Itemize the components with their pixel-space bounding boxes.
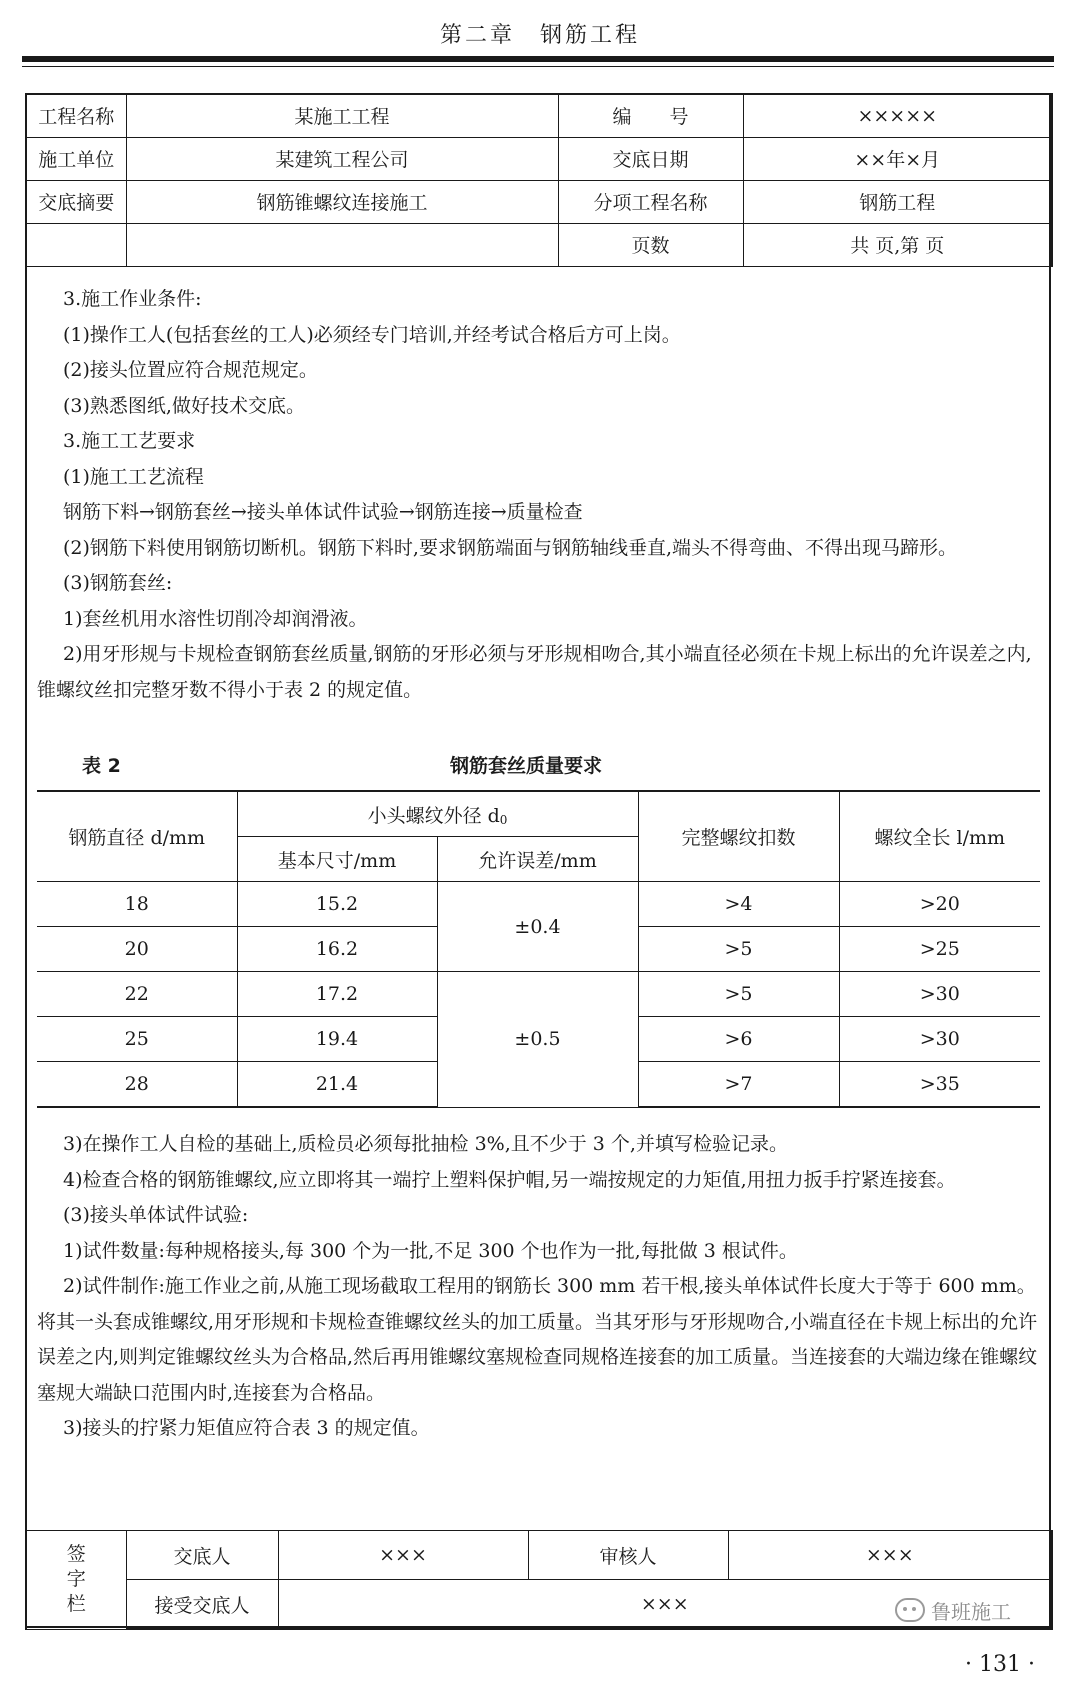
body-text-top — [37, 282, 1039, 708]
paragraph: 3.施工工艺要求 — [63, 430, 196, 452]
cell-thread-count: >4 — [638, 882, 839, 927]
header-rule-thin — [22, 66, 1054, 67]
number-value: ××××× — [743, 94, 1052, 137]
project-name-value: 某施工工程 — [126, 94, 558, 137]
header-diameter: 钢筋直径 d/mm — [37, 791, 237, 882]
paragraph: (3)钢筋套丝: — [63, 572, 173, 594]
cell-basic-size: 17.2 — [237, 972, 437, 1017]
cell-basic-size: 21.4 — [237, 1062, 437, 1108]
contractor-value: 某建筑工程公司 — [126, 137, 558, 180]
empty-cell — [26, 223, 126, 266]
paragraph: 1)试件数量:每种规格接头,每 300 个为一批,不足 300 个也作为一批,每批做 3 根试件。 — [63, 1239, 798, 1262]
cell-thread-length: >25 — [839, 927, 1040, 972]
cell-basic-size: 19.4 — [237, 1017, 437, 1062]
number-label: 编 号 — [558, 94, 743, 137]
paragraph: 3.施工作业条件: — [63, 288, 202, 310]
cell-thread-count: >5 — [638, 927, 839, 972]
table2 — [37, 790, 1040, 1108]
paragraph: 1)套丝机用水溶性切削冷却润滑液。 — [63, 607, 368, 630]
body-text-bottom — [37, 1127, 1039, 1447]
table-row — [37, 972, 1040, 1017]
cell-basic-size: 16.2 — [237, 927, 437, 972]
pages-value: 共 页,第 页 — [743, 223, 1052, 266]
info-table — [25, 93, 1053, 267]
cell-thread-length: >30 — [839, 972, 1040, 1017]
pages-label: 页数 — [558, 223, 743, 266]
header-small-end — [237, 791, 638, 837]
table2-title: 钢筋套丝质量要求 — [450, 755, 603, 777]
cell-diameter: 20 — [37, 927, 237, 972]
cell-thread-length: >35 — [839, 1062, 1040, 1108]
discloser-value: ××× — [278, 1531, 528, 1580]
paragraph: (3)熟悉图纸,做好技术交底。 — [63, 394, 305, 417]
paragraph: 4)检查合格的钢筋锥螺纹,应立即将其一端拧上塑料保护帽,另一端按规定的力矩值,用扭力扳手拧紧连接套。 — [63, 1168, 956, 1191]
summary-label: 交底摘要 — [26, 180, 126, 223]
paragraph: (2)钢筋下料使用钢筋切断机。钢筋下料时,要求钢筋端面与钢筋轴线垂直,端头不得弯曲、不得出现马蹄形。 — [63, 536, 957, 559]
chapter-header: 第二章 钢筋工程 — [439, 23, 640, 48]
info-row — [26, 223, 1052, 266]
header-small-end-sub: 0 — [499, 812, 508, 827]
empty-cell — [126, 223, 558, 266]
cell-tolerance: ±0.4 — [437, 882, 638, 972]
header-basic-size: 基本尺寸/mm — [237, 837, 437, 882]
paragraph: 2)用牙形规与卡规检查钢筋套丝质量,钢筋的牙形必须与牙形规相吻合,其小端直径必须在卡规上标出的允许误差之内,锥螺纹丝扣完整牙数不得小于表 2 的规定值。 — [37, 643, 1032, 701]
paragraph: (2)接头位置应符合规范规定。 — [63, 359, 318, 381]
contractor-label: 施工单位 — [26, 137, 126, 180]
header-rule-thick — [22, 56, 1054, 62]
cell-diameter: 28 — [37, 1062, 237, 1108]
watermark-text: 鲁班施工 — [931, 1599, 1011, 1624]
table-row — [37, 882, 1040, 927]
subproject-value: 钢筋工程 — [743, 180, 1052, 223]
signature-section-text: 签 字 栏 — [66, 1543, 86, 1616]
cell-tolerance: ±0.5 — [437, 972, 638, 1108]
reviewer-value: ××× — [728, 1531, 1052, 1580]
info-row — [26, 94, 1052, 137]
project-name-label: 工程名称 — [26, 94, 126, 137]
cell-thread-length: >20 — [839, 882, 1040, 927]
date-value: ××年×月 — [743, 137, 1052, 180]
watermark — [895, 1590, 1055, 1630]
header-thread-count: 完整螺纹扣数 — [638, 791, 839, 882]
receiver-label: 接受交底人 — [126, 1580, 278, 1630]
paragraph: 3)接头的拧紧力矩值应符合表 3 的规定值。 — [63, 1417, 430, 1439]
cell-thread-length: >30 — [839, 1017, 1040, 1062]
info-row — [26, 137, 1052, 180]
discloser-label: 交底人 — [126, 1531, 278, 1580]
cell-diameter: 22 — [37, 972, 237, 1017]
cell-thread-count: >6 — [638, 1017, 839, 1062]
cell-basic-size: 15.2 — [237, 882, 437, 927]
cell-thread-count: >7 — [638, 1062, 839, 1108]
paragraph: (1)操作工人(包括套丝的工人)必须经专门培训,并经考试合格后方可上岗。 — [63, 323, 681, 346]
info-row — [26, 180, 1052, 223]
signature-section-label — [26, 1531, 126, 1630]
paragraph: (1)施工工艺流程 — [63, 465, 204, 488]
subproject-label: 分项工程名称 — [558, 180, 743, 223]
reviewer-label: 审核人 — [528, 1531, 728, 1580]
receiver-value: ××× — [278, 1580, 1052, 1630]
paragraph: 3)在操作工人自检的基础上,质检员必须每批抽检 3%,且不少于 3 个,并填写检验记录。 — [63, 1133, 788, 1155]
date-label: 交底日期 — [558, 137, 743, 180]
paragraph: 钢筋下料→钢筋套丝→接头单体试件试验→钢筋连接→质量检查 — [63, 501, 583, 523]
signature-row — [26, 1531, 1052, 1580]
header-tolerance: 允许误差/mm — [437, 837, 638, 882]
header-small-end-text: 小头螺纹外径 d — [367, 804, 500, 827]
cell-thread-count: >5 — [638, 972, 839, 1017]
table2-label: 表 2 — [82, 755, 121, 777]
header-thread-length: 螺纹全长 l/mm — [839, 791, 1040, 882]
paragraph: 2)试件制作:施工作业之前,从施工现场截取工程用的钢筋长 300 mm 若干根,接头单体试件长度大于等于 600 mm。将其一头套成锥螺纹,用牙形规和卡规检查锥螺纹丝头的加工质量。当其牙形与牙形规吻合,小端直径在卡规上标出的允许误差之内,则判定锥螺纹丝头为合格品,然后再用锥螺纹塞规检查同规格连接套的加工质量。当连接套的大端边缘在锥螺纹塞规大端缺口范围内时,连接套为合格品。 — [37, 1275, 1038, 1404]
paragraph: (3)接头单体试件试验: — [63, 1204, 249, 1226]
cell-diameter: 25 — [37, 1017, 237, 1062]
wechat-icon — [895, 1598, 925, 1622]
summary-value: 钢筋锥螺纹连接施工 — [126, 180, 558, 223]
table2-header-row — [37, 791, 1040, 837]
page-number: · 131 · — [965, 1652, 1035, 1677]
cell-diameter: 18 — [37, 882, 237, 927]
